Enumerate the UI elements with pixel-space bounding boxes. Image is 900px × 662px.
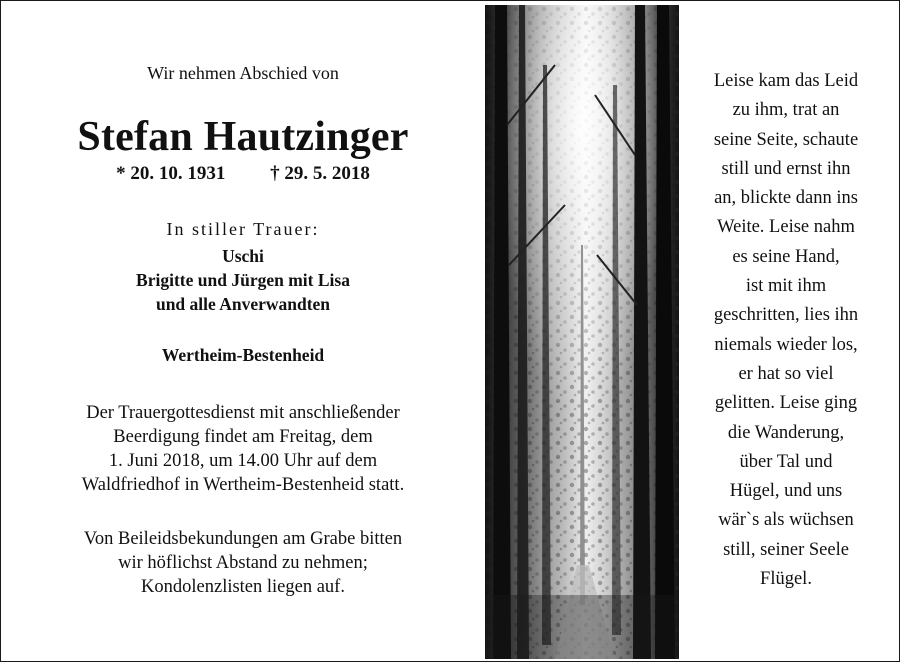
- poem-line: an, blickte dann ins: [714, 188, 858, 209]
- condolence-line: Kondolenzlisten liegen auf.: [141, 577, 345, 597]
- service-line: Waldfriedhof in Wertheim-Bestenheid statt.: [81, 475, 405, 495]
- poem-line: Hügel, und uns: [729, 481, 843, 502]
- poem-line: gelitten. Leise ging: [714, 393, 858, 414]
- mourner-line: Uschi: [222, 246, 264, 266]
- service-line: Der Trauergottesdienst mit anschließender: [86, 403, 400, 423]
- condolence-info: [1, 527, 485, 599]
- poem-line: es seine Hand,: [732, 246, 840, 267]
- intro-text: Wir nehmen Abschied von: [147, 63, 339, 83]
- death-date: † 29. 5. 2018: [270, 163, 370, 184]
- poem-line: Flügel.: [760, 569, 812, 590]
- poem-line: über Tal und: [739, 451, 833, 472]
- service-info: [1, 401, 485, 497]
- poem-line: niemals wieder los,: [714, 334, 858, 355]
- poem-line: er hat so viel: [738, 363, 834, 384]
- poem-line: seine Seite, schaute: [713, 129, 859, 150]
- condolence-line: Von Beileidsbekundungen am Grabe bitten: [83, 529, 403, 549]
- service-line: Beerdigung findet am Freitag, dem: [113, 427, 373, 447]
- poem-line: Leise kam das Leid: [713, 71, 859, 91]
- poem-line: ist mit ihm: [745, 276, 827, 297]
- birth-date: * 20. 10. 1931: [116, 163, 226, 184]
- mourner-line: und alle Anverwandten: [155, 294, 331, 314]
- poem-line: still und ernst ihn: [721, 158, 851, 179]
- condolence-line: wir höflichst Abstand zu nehmen;: [118, 553, 368, 573]
- notice-text-column: [1, 1, 485, 661]
- life-dates: [1, 163, 485, 185]
- poem-line: zu ihm, trat an: [732, 100, 840, 121]
- poem-line: wär`s als wüchsen: [718, 510, 854, 531]
- poem-line: still, seiner Seele: [723, 539, 849, 560]
- poem-line: Weite. Leise nahm: [717, 217, 855, 238]
- mourner-line: Brigitte und Jürgen mit Lisa: [136, 270, 350, 290]
- deceased-name: Stefan Hautzinger: [77, 114, 409, 160]
- place-name: Wertheim-Bestenheid: [161, 345, 325, 365]
- poem: [681, 67, 891, 594]
- mourners-list: [1, 244, 485, 316]
- forest-illustration: [485, 5, 679, 659]
- poem-line: geschritten, lies ihn: [713, 305, 859, 326]
- mourning-label: In stiller Trauer:: [166, 219, 320, 239]
- forest-path-photo: [485, 5, 679, 659]
- service-line: 1. Juni 2018, um 14.00 Uhr auf dem: [108, 451, 378, 471]
- poem-line: die Wanderung,: [727, 422, 845, 443]
